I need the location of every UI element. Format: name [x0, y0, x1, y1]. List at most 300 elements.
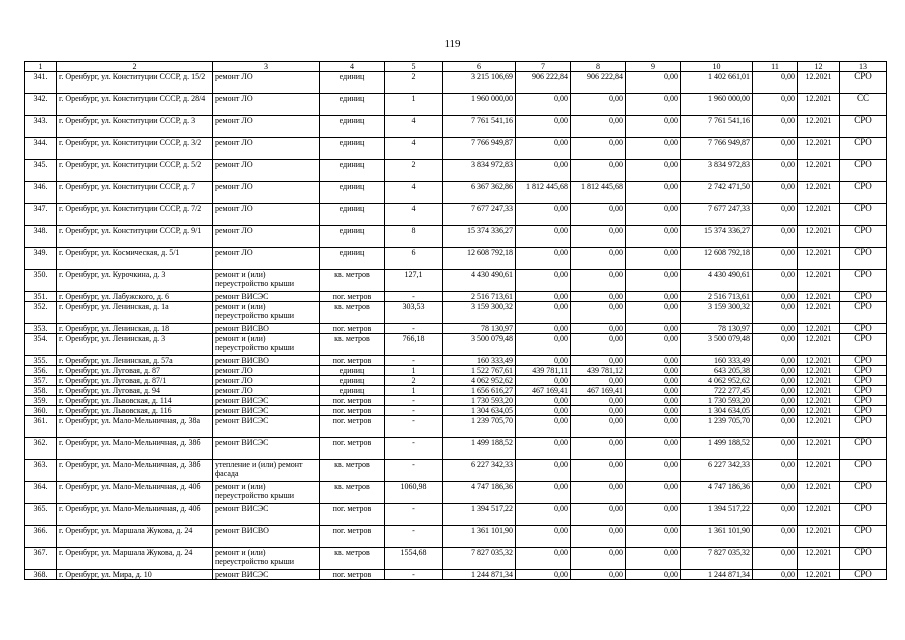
- other-funds-cell: 0,00: [753, 504, 798, 526]
- work-type-cell: ремонт ЛО: [213, 72, 320, 94]
- row-number-cell: 359.: [25, 396, 57, 406]
- deadline-cell: 12.2021: [798, 396, 840, 406]
- unit-cell: кв. метров: [320, 334, 385, 356]
- regional-budget-cell: 0,00: [571, 334, 626, 356]
- total-cost-cell: 12 608 792,18: [443, 248, 516, 270]
- table-row: [25, 94, 887, 116]
- unit-cell: единиц: [320, 386, 385, 396]
- row-number-cell: 366.: [25, 526, 57, 548]
- quantity-cell: 4: [385, 204, 443, 226]
- deadline-cell: 12.2021: [798, 138, 840, 160]
- regional-budget-cell: 439 781,12: [571, 366, 626, 376]
- local-budget-cell: 0,00: [626, 570, 681, 580]
- fund-type-cell: СРО: [840, 416, 887, 438]
- fund-type-cell: СРО: [840, 226, 887, 248]
- table-row: [25, 302, 887, 324]
- work-type-cell: ремонт ЛО: [213, 376, 320, 386]
- owner-funds-cell: 2 516 713,61: [681, 292, 753, 302]
- total-cost-cell: 7 761 541,16: [443, 116, 516, 138]
- row-number-cell: 346.: [25, 182, 57, 204]
- fund-type-cell: СРО: [840, 204, 887, 226]
- local-budget-cell: 0,00: [626, 226, 681, 248]
- table-row: [25, 438, 887, 460]
- fund-type-cell: СРО: [840, 570, 887, 580]
- deadline-cell: 12.2021: [798, 302, 840, 324]
- owner-funds-cell: 1 730 593,20: [681, 396, 753, 406]
- address-cell: г. Оренбург, ул. Мира, д. 10: [57, 570, 213, 580]
- address-cell: г. Оренбург, ул. Ленинская, д. 1а: [57, 302, 213, 324]
- total-cost-cell: 1 656 616,27: [443, 386, 516, 396]
- regional-budget-cell: 0,00: [571, 526, 626, 548]
- local-budget-cell: 0,00: [626, 460, 681, 482]
- deadline-cell: 12.2021: [798, 460, 840, 482]
- address-cell: г. Оренбург, ул. Конституции СССР, д. 28/4: [57, 94, 213, 116]
- deadline-cell: 12.2021: [798, 226, 840, 248]
- table-row: [25, 138, 887, 160]
- row-number-cell: 355.: [25, 356, 57, 366]
- local-budget-cell: 0,00: [626, 72, 681, 94]
- deadline-cell: 12.2021: [798, 204, 840, 226]
- deadline-cell: 12.2021: [798, 406, 840, 416]
- fund-cost-cell: 0,00: [516, 438, 571, 460]
- row-number-cell: 361.: [25, 416, 57, 438]
- table-row: [25, 72, 887, 94]
- local-budget-cell: 0,00: [626, 416, 681, 438]
- local-budget-cell: 0,00: [626, 438, 681, 460]
- row-number-cell: 354.: [25, 334, 57, 356]
- fund-cost-cell: 0,00: [516, 526, 571, 548]
- deadline-cell: 12.2021: [798, 270, 840, 292]
- address-cell: г. Оренбург, ул. Львовская, д. 114: [57, 396, 213, 406]
- page-number: 119: [444, 38, 461, 50]
- row-number-cell: 367.: [25, 548, 57, 570]
- other-funds-cell: 0,00: [753, 438, 798, 460]
- owner-funds-cell: 7 827 035,32: [681, 548, 753, 570]
- regional-budget-cell: 0,00: [571, 504, 626, 526]
- quantity-cell: 1554,68: [385, 548, 443, 570]
- owner-funds-cell: 4 747 186,36: [681, 482, 753, 504]
- deadline-cell: 12.2021: [798, 416, 840, 438]
- fund-cost-cell: 0,00: [516, 396, 571, 406]
- fund-type-cell: СРО: [840, 72, 887, 94]
- fund-cost-cell: 0,00: [516, 138, 571, 160]
- deadline-cell: 12.2021: [798, 248, 840, 270]
- fund-cost-cell: 0,00: [516, 570, 571, 580]
- total-cost-cell: 3 159 300,32: [443, 302, 516, 324]
- regional-budget-cell: 0,00: [571, 438, 626, 460]
- row-number-cell: 353.: [25, 324, 57, 334]
- row-number-cell: 342.: [25, 94, 57, 116]
- work-type-cell: ремонт и (или) переустройство крыши: [213, 482, 320, 504]
- total-cost-cell: 4 430 490,61: [443, 270, 516, 292]
- table-row: [25, 160, 887, 182]
- column-number-2: 2: [57, 62, 213, 72]
- owner-funds-cell: 7 761 541,16: [681, 116, 753, 138]
- work-type-cell: ремонт ВИСЭС: [213, 438, 320, 460]
- quantity-cell: 4: [385, 138, 443, 160]
- local-budget-cell: 0,00: [626, 376, 681, 386]
- table-body: [25, 72, 887, 580]
- total-cost-cell: 7 766 949,87: [443, 138, 516, 160]
- owner-funds-cell: 1 402 661,01: [681, 72, 753, 94]
- row-number-cell: 363.: [25, 460, 57, 482]
- total-cost-cell: 1 499 188,52: [443, 438, 516, 460]
- address-cell: г. Оренбург, ул. Луговая, д. 87/1: [57, 376, 213, 386]
- fund-cost-cell: 0,00: [516, 204, 571, 226]
- other-funds-cell: 0,00: [753, 204, 798, 226]
- unit-cell: кв. метров: [320, 460, 385, 482]
- local-budget-cell: 0,00: [626, 248, 681, 270]
- unit-cell: единиц: [320, 72, 385, 94]
- work-type-cell: ремонт ЛО: [213, 116, 320, 138]
- other-funds-cell: 0,00: [753, 116, 798, 138]
- local-budget-cell: 0,00: [626, 504, 681, 526]
- address-cell: г. Оренбург, ул. Ленинская, д. 3: [57, 334, 213, 356]
- local-budget-cell: 0,00: [626, 324, 681, 334]
- row-number-cell: 347.: [25, 204, 57, 226]
- table-row: [25, 182, 887, 204]
- fund-type-cell: СРО: [840, 270, 887, 292]
- deadline-cell: 12.2021: [798, 292, 840, 302]
- column-number-13: 13: [840, 62, 887, 72]
- total-cost-cell: 15 374 336,27: [443, 226, 516, 248]
- owner-funds-cell: 15 374 336,27: [681, 226, 753, 248]
- address-cell: г. Оренбург, ул. Курочкина, д. 3: [57, 270, 213, 292]
- unit-cell: кв. метров: [320, 270, 385, 292]
- other-funds-cell: 0,00: [753, 270, 798, 292]
- local-budget-cell: 0,00: [626, 182, 681, 204]
- table-row: [25, 570, 887, 580]
- other-funds-cell: 0,00: [753, 356, 798, 366]
- work-type-cell: ремонт ВИСЭС: [213, 504, 320, 526]
- total-cost-cell: 3 500 079,48: [443, 334, 516, 356]
- owner-funds-cell: 3 834 972,83: [681, 160, 753, 182]
- total-cost-cell: 3 834 972,83: [443, 160, 516, 182]
- deadline-cell: 12.2021: [798, 116, 840, 138]
- fund-type-cell: СРО: [840, 482, 887, 504]
- work-type-cell: ремонт ВИСЭС: [213, 292, 320, 302]
- total-cost-cell: 6 227 342,33: [443, 460, 516, 482]
- deadline-cell: 12.2021: [798, 160, 840, 182]
- column-number-10: 10: [681, 62, 753, 72]
- fund-type-cell: СРО: [840, 386, 887, 396]
- owner-funds-cell: 1 394 517,22: [681, 504, 753, 526]
- deadline-cell: 12.2021: [798, 504, 840, 526]
- total-cost-cell: 4 062 952,62: [443, 376, 516, 386]
- fund-cost-cell: 0,00: [516, 270, 571, 292]
- column-number-7: 7: [516, 62, 571, 72]
- row-number-cell: 364.: [25, 482, 57, 504]
- address-cell: г. Оренбург, ул. Мало-Мельничная, д. 40б: [57, 504, 213, 526]
- row-number-cell: 350.: [25, 270, 57, 292]
- deadline-cell: 12.2021: [798, 570, 840, 580]
- table-row: [25, 270, 887, 292]
- unit-cell: пог. метров: [320, 416, 385, 438]
- deadline-cell: 12.2021: [798, 438, 840, 460]
- work-type-cell: ремонт и (или) переустройство крыши: [213, 302, 320, 324]
- work-type-cell: ремонт и (или) переустройство крыши: [213, 548, 320, 570]
- regional-budget-cell: 1 812 445,68: [571, 182, 626, 204]
- owner-funds-cell: 4 430 490,61: [681, 270, 753, 292]
- regional-budget-cell: 0,00: [571, 160, 626, 182]
- fund-cost-cell: 467 169,41: [516, 386, 571, 396]
- local-budget-cell: 0,00: [626, 482, 681, 504]
- owner-funds-cell: 1 304 634,05: [681, 406, 753, 416]
- local-budget-cell: 0,00: [626, 160, 681, 182]
- deadline-cell: 12.2021: [798, 94, 840, 116]
- fund-type-cell: СРО: [840, 356, 887, 366]
- column-number-row: [25, 62, 887, 72]
- quantity-cell: -: [385, 406, 443, 416]
- owner-funds-cell: 160 333,49: [681, 356, 753, 366]
- owner-funds-cell: 3 500 079,48: [681, 334, 753, 356]
- total-cost-cell: 1 361 101,90: [443, 526, 516, 548]
- unit-cell: пог. метров: [320, 396, 385, 406]
- deadline-cell: 12.2021: [798, 72, 840, 94]
- quantity-cell: 4: [385, 182, 443, 204]
- fund-cost-cell: 0,00: [516, 292, 571, 302]
- work-type-cell: ремонт ЛО: [213, 94, 320, 116]
- column-number-8: 8: [571, 62, 626, 72]
- regional-budget-cell: 0,00: [571, 226, 626, 248]
- fund-cost-cell: 0,00: [516, 116, 571, 138]
- regional-budget-cell: 0,00: [571, 356, 626, 366]
- owner-funds-cell: 1 499 188,52: [681, 438, 753, 460]
- unit-cell: единиц: [320, 248, 385, 270]
- deadline-cell: 12.2021: [798, 356, 840, 366]
- unit-cell: пог. метров: [320, 292, 385, 302]
- address-cell: г. Оренбург, ул. Маршала Жукова, д. 24: [57, 526, 213, 548]
- owner-funds-cell: 7 677 247,33: [681, 204, 753, 226]
- fund-cost-cell: 0,00: [516, 334, 571, 356]
- local-budget-cell: 0,00: [626, 386, 681, 396]
- row-number-cell: 345.: [25, 160, 57, 182]
- work-type-cell: ремонт и (или) переустройство крыши: [213, 270, 320, 292]
- fund-cost-cell: 0,00: [516, 302, 571, 324]
- unit-cell: единиц: [320, 138, 385, 160]
- row-number-cell: 344.: [25, 138, 57, 160]
- regional-budget-cell: 0,00: [571, 406, 626, 416]
- other-funds-cell: 0,00: [753, 182, 798, 204]
- column-number-11: 11: [753, 62, 798, 72]
- work-type-cell: ремонт ВИСВО: [213, 526, 320, 548]
- other-funds-cell: 0,00: [753, 526, 798, 548]
- fund-type-cell: СРО: [840, 376, 887, 386]
- regional-budget-cell: 906 222,84: [571, 72, 626, 94]
- unit-cell: единиц: [320, 182, 385, 204]
- local-budget-cell: 0,00: [626, 526, 681, 548]
- fund-cost-cell: 0,00: [516, 460, 571, 482]
- total-cost-cell: 78 130,97: [443, 324, 516, 334]
- address-cell: г. Оренбург, ул. Ленинская, д. 18: [57, 324, 213, 334]
- row-number-cell: 365.: [25, 504, 57, 526]
- unit-cell: пог. метров: [320, 406, 385, 416]
- local-budget-cell: 0,00: [626, 548, 681, 570]
- quantity-cell: -: [385, 526, 443, 548]
- unit-cell: пог. метров: [320, 526, 385, 548]
- quantity-cell: -: [385, 438, 443, 460]
- deadline-cell: 12.2021: [798, 366, 840, 376]
- fund-type-cell: СРО: [840, 324, 887, 334]
- row-number-cell: 352.: [25, 302, 57, 324]
- quantity-cell: 1: [385, 366, 443, 376]
- row-number-cell: 341.: [25, 72, 57, 94]
- total-cost-cell: 160 333,49: [443, 356, 516, 366]
- owner-funds-cell: 643 205,38: [681, 366, 753, 376]
- quantity-cell: -: [385, 324, 443, 334]
- unit-cell: кв. метров: [320, 548, 385, 570]
- total-cost-cell: 2 516 713,61: [443, 292, 516, 302]
- other-funds-cell: 0,00: [753, 226, 798, 248]
- fund-type-cell: СРО: [840, 396, 887, 406]
- regional-budget-cell: 0,00: [571, 482, 626, 504]
- fund-type-cell: СРО: [840, 366, 887, 376]
- address-cell: г. Оренбург, ул. Львовская, д. 116: [57, 406, 213, 416]
- work-type-cell: ремонт ВИСВО: [213, 324, 320, 334]
- regional-budget-cell: 0,00: [571, 460, 626, 482]
- work-type-cell: ремонт ЛО: [213, 160, 320, 182]
- table-row: [25, 356, 887, 366]
- fund-cost-cell: 0,00: [516, 416, 571, 438]
- fund-type-cell: СРО: [840, 292, 887, 302]
- other-funds-cell: 0,00: [753, 376, 798, 386]
- table-row: [25, 460, 887, 482]
- fund-cost-cell: 0,00: [516, 160, 571, 182]
- fund-type-cell: СРО: [840, 138, 887, 160]
- fund-type-cell: СРО: [840, 438, 887, 460]
- owner-funds-cell: 1 239 705,70: [681, 416, 753, 438]
- other-funds-cell: 0,00: [753, 548, 798, 570]
- other-funds-cell: 0,00: [753, 366, 798, 376]
- fund-cost-cell: 0,00: [516, 548, 571, 570]
- fund-cost-cell: 0,00: [516, 482, 571, 504]
- other-funds-cell: 0,00: [753, 302, 798, 324]
- quantity-cell: 303,53: [385, 302, 443, 324]
- total-cost-cell: 1 244 871,34: [443, 570, 516, 580]
- address-cell: г. Оренбург, ул. Космическая, д. 5/1: [57, 248, 213, 270]
- unit-cell: единиц: [320, 226, 385, 248]
- regional-budget-cell: 0,00: [571, 324, 626, 334]
- address-cell: г. Оренбург, ул. Мало-Мельничная, д. 38б: [57, 438, 213, 460]
- owner-funds-cell: 78 130,97: [681, 324, 753, 334]
- other-funds-cell: 0,00: [753, 460, 798, 482]
- column-number-12: 12: [798, 62, 840, 72]
- fund-type-cell: СРО: [840, 248, 887, 270]
- fund-type-cell: СРО: [840, 182, 887, 204]
- other-funds-cell: 0,00: [753, 160, 798, 182]
- table-row: [25, 292, 887, 302]
- address-cell: г. Оренбург, ул. Конституции СССР, д. 3/2: [57, 138, 213, 160]
- owner-funds-cell: 12 608 792,18: [681, 248, 753, 270]
- address-cell: г. Оренбург, ул. Луговая, д. 87: [57, 366, 213, 376]
- owner-funds-cell: 7 766 949,87: [681, 138, 753, 160]
- fund-cost-cell: 0,00: [516, 226, 571, 248]
- deadline-cell: 12.2021: [798, 182, 840, 204]
- fund-type-cell: СРО: [840, 116, 887, 138]
- fund-cost-cell: 439 781,11: [516, 366, 571, 376]
- unit-cell: пог. метров: [320, 356, 385, 366]
- address-cell: г. Оренбург, ул. Конституции СССР, д. 7/2: [57, 204, 213, 226]
- total-cost-cell: 1 394 517,22: [443, 504, 516, 526]
- regional-budget-cell: 0,00: [571, 416, 626, 438]
- total-cost-cell: 7 827 035,32: [443, 548, 516, 570]
- other-funds-cell: 0,00: [753, 138, 798, 160]
- local-budget-cell: 0,00: [626, 406, 681, 416]
- table-row: [25, 526, 887, 548]
- row-number-cell: 343.: [25, 116, 57, 138]
- table-row: [25, 226, 887, 248]
- regional-budget-cell: 0,00: [571, 138, 626, 160]
- work-type-cell: ремонт ЛО: [213, 248, 320, 270]
- fund-type-cell: СРО: [840, 504, 887, 526]
- owner-funds-cell: 3 159 300,32: [681, 302, 753, 324]
- fund-cost-cell: 0,00: [516, 324, 571, 334]
- deadline-cell: 12.2021: [798, 526, 840, 548]
- table-row: [25, 366, 887, 376]
- deadline-cell: 12.2021: [798, 482, 840, 504]
- quantity-cell: 1: [385, 94, 443, 116]
- unit-cell: единиц: [320, 376, 385, 386]
- regional-budget-cell: 0,00: [571, 548, 626, 570]
- owner-funds-cell: 1 244 871,34: [681, 570, 753, 580]
- total-cost-cell: 6 367 362,86: [443, 182, 516, 204]
- address-cell: г. Оренбург, ул. Мало-Мельничная, д. 38а: [57, 416, 213, 438]
- quantity-cell: 8: [385, 226, 443, 248]
- work-type-cell: ремонт ЛО: [213, 138, 320, 160]
- fund-cost-cell: 1 812 445,68: [516, 182, 571, 204]
- unit-cell: единиц: [320, 94, 385, 116]
- regional-budget-cell: 0,00: [571, 204, 626, 226]
- row-number-cell: 349.: [25, 248, 57, 270]
- total-cost-cell: 4 747 186,36: [443, 482, 516, 504]
- fund-type-cell: СС: [840, 94, 887, 116]
- quantity-cell: -: [385, 396, 443, 406]
- fund-type-cell: СРО: [840, 406, 887, 416]
- table-row: [25, 386, 887, 396]
- work-type-cell: ремонт ВИСВО: [213, 356, 320, 366]
- table-row: [25, 396, 887, 406]
- address-cell: г. Оренбург, ул. Ленинская, д. 57а: [57, 356, 213, 366]
- local-budget-cell: 0,00: [626, 334, 681, 356]
- quantity-cell: -: [385, 292, 443, 302]
- other-funds-cell: 0,00: [753, 406, 798, 416]
- work-type-cell: ремонт ВИСЭС: [213, 570, 320, 580]
- fund-type-cell: СРО: [840, 302, 887, 324]
- fund-type-cell: СРО: [840, 460, 887, 482]
- other-funds-cell: 0,00: [753, 334, 798, 356]
- regional-budget-cell: 0,00: [571, 570, 626, 580]
- unit-cell: единиц: [320, 160, 385, 182]
- table-row: [25, 548, 887, 570]
- quantity-cell: -: [385, 570, 443, 580]
- fund-cost-cell: 0,00: [516, 248, 571, 270]
- fund-type-cell: СРО: [840, 160, 887, 182]
- column-number-5: 5: [385, 62, 443, 72]
- quantity-cell: 2: [385, 160, 443, 182]
- column-number-3: 3: [213, 62, 320, 72]
- quantity-cell: -: [385, 356, 443, 366]
- regional-budget-cell: 0,00: [571, 248, 626, 270]
- local-budget-cell: 0,00: [626, 116, 681, 138]
- quantity-cell: -: [385, 460, 443, 482]
- column-number-4: 4: [320, 62, 385, 72]
- other-funds-cell: 0,00: [753, 72, 798, 94]
- other-funds-cell: 0,00: [753, 396, 798, 406]
- total-cost-cell: 1 960 000,00: [443, 94, 516, 116]
- regional-budget-cell: 0,00: [571, 302, 626, 324]
- address-cell: г. Оренбург, ул. Конституции СССР, д. 7: [57, 182, 213, 204]
- regional-budget-cell: 467 169,41: [571, 386, 626, 396]
